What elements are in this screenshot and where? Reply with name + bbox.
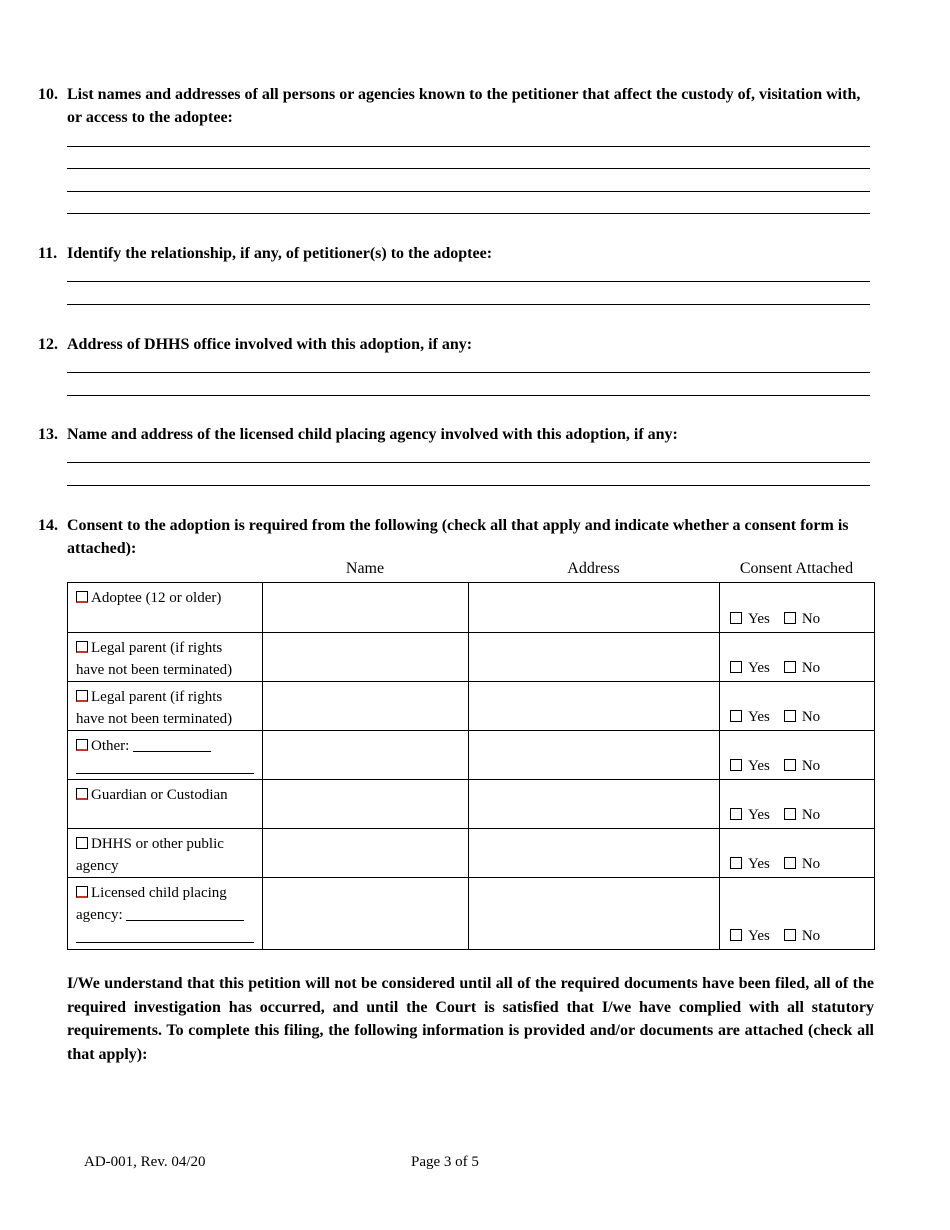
answer-line[interactable] xyxy=(67,372,870,373)
yes-label: Yes xyxy=(748,709,770,725)
yes-label: Yes xyxy=(748,758,770,774)
address-cell[interactable] xyxy=(469,731,720,780)
consent-cell xyxy=(720,682,875,731)
table-row xyxy=(68,829,875,878)
address-cell[interactable] xyxy=(469,780,720,829)
party-checkbox[interactable] xyxy=(76,788,88,800)
party-label-line2: have not been terminated) xyxy=(76,711,233,727)
yes-label: Yes xyxy=(748,660,770,676)
no-checkbox[interactable] xyxy=(784,661,796,673)
statement-paragraph: I/We understand that this petition will not be considered until all of the required documents have been filed, all of the required investigation has occurred, and until the Court is satisfied that I/we have complied with all statutory requirements. To complete this filing, the following information is provided and/or documents are attached (check all that apply): xyxy=(67,975,874,1063)
question-number: 12. xyxy=(38,336,58,353)
question-number: 14. xyxy=(38,517,58,534)
other-blank[interactable] xyxy=(133,737,211,752)
party-cell xyxy=(68,583,263,633)
agency-blank-line2[interactable] xyxy=(76,928,254,943)
yes-label: Yes xyxy=(748,856,770,872)
name-cell[interactable] xyxy=(263,878,469,950)
name-cell[interactable] xyxy=(263,682,469,731)
question-13 xyxy=(38,423,878,446)
party-checkbox[interactable] xyxy=(76,641,88,653)
party-cell xyxy=(68,829,263,878)
question-number: 10. xyxy=(38,86,58,103)
no-checkbox[interactable] xyxy=(784,710,796,722)
answer-line[interactable] xyxy=(67,485,870,486)
address-cell[interactable] xyxy=(469,682,720,731)
yes-label: Yes xyxy=(748,928,770,944)
address-cell[interactable] xyxy=(469,878,720,950)
party-cell xyxy=(68,682,263,731)
name-cell[interactable] xyxy=(263,829,469,878)
agency-blank[interactable] xyxy=(126,906,244,921)
consent-cell xyxy=(720,583,875,633)
consent-cell xyxy=(720,780,875,829)
party-checkbox[interactable] xyxy=(76,837,88,849)
answer-line[interactable] xyxy=(67,395,870,396)
yes-checkbox[interactable] xyxy=(730,612,742,624)
name-cell[interactable] xyxy=(263,633,469,682)
question-11 xyxy=(38,242,878,265)
question-number: 11. xyxy=(38,245,58,262)
no-checkbox[interactable] xyxy=(784,808,796,820)
party-label-line2: agency xyxy=(76,858,119,874)
party-label-line2: have not been terminated) xyxy=(76,662,233,678)
answer-line[interactable] xyxy=(67,168,870,169)
consent-cell xyxy=(720,731,875,780)
question-text: List names and addresses of all persons or agencies known to the petitioner that affect the custody of, visitation with, or access to the adoptee: xyxy=(67,86,861,126)
no-label: No xyxy=(801,660,821,676)
yes-label: Yes xyxy=(748,611,770,627)
yes-checkbox[interactable] xyxy=(730,661,742,673)
answer-line[interactable] xyxy=(67,304,870,305)
other-blank-line2[interactable] xyxy=(76,759,254,774)
party-label: Legal parent (if rights xyxy=(91,640,223,656)
party-label-line2: agency: xyxy=(76,907,123,923)
yes-checkbox[interactable] xyxy=(730,857,742,869)
page-number: Page 3 of 5 xyxy=(411,1154,479,1170)
no-checkbox[interactable] xyxy=(784,929,796,941)
no-label: No xyxy=(801,709,821,725)
form-id: AD-001, Rev. 04/20 xyxy=(84,1154,206,1170)
address-cell[interactable] xyxy=(469,583,720,633)
answer-line[interactable] xyxy=(67,146,870,147)
table-row xyxy=(68,583,875,633)
yes-label: Yes xyxy=(748,807,770,823)
no-checkbox[interactable] xyxy=(784,612,796,624)
column-header-address: Address xyxy=(567,560,620,577)
consent-cell xyxy=(720,878,875,950)
party-label: Licensed child placing xyxy=(91,885,227,901)
question-text: Name and address of the licensed child placing agency involved with this adoption, if any: xyxy=(67,426,678,443)
yes-checkbox[interactable] xyxy=(730,710,742,722)
answer-line[interactable] xyxy=(67,191,870,192)
name-cell[interactable] xyxy=(263,780,469,829)
party-label: Adoptee (12 or older) xyxy=(91,590,222,606)
party-label: Other: xyxy=(91,738,130,754)
table-row xyxy=(68,731,875,780)
party-cell xyxy=(68,731,263,780)
party-cell xyxy=(68,780,263,829)
question-14 xyxy=(38,514,878,560)
address-cell[interactable] xyxy=(469,829,720,878)
party-cell xyxy=(68,633,263,682)
no-checkbox[interactable] xyxy=(784,759,796,771)
no-checkbox[interactable] xyxy=(784,857,796,869)
no-label: No xyxy=(801,928,821,944)
no-label: No xyxy=(801,807,821,823)
column-header-name: Name xyxy=(345,560,385,577)
yes-checkbox[interactable] xyxy=(730,759,742,771)
answer-line[interactable] xyxy=(67,281,870,282)
name-cell[interactable] xyxy=(263,583,469,633)
question-text: Identify the relationship, if any, of petitioner(s) to the adoptee: xyxy=(67,245,493,262)
yes-checkbox[interactable] xyxy=(730,808,742,820)
party-checkbox[interactable] xyxy=(76,591,88,603)
address-cell[interactable] xyxy=(469,633,720,682)
party-checkbox[interactable] xyxy=(76,690,88,702)
no-label: No xyxy=(801,758,821,774)
no-label: No xyxy=(801,856,821,872)
question-12 xyxy=(38,333,878,356)
party-label: Legal parent (if rights xyxy=(91,689,223,705)
party-label: DHHS or other public xyxy=(91,836,224,852)
party-cell xyxy=(68,878,263,950)
answer-line[interactable] xyxy=(67,213,870,214)
question-10 xyxy=(38,83,878,129)
question-text: Address of DHHS office involved with this adoption, if any: xyxy=(67,336,473,353)
no-label: No xyxy=(801,611,821,627)
table-row xyxy=(68,633,875,682)
question-text: Consent to the adoption is required from the following (check all that apply and indicate whether a consent form is attached): xyxy=(67,517,849,557)
question-number: 13. xyxy=(38,426,58,443)
party-checkbox[interactable] xyxy=(76,886,88,898)
consent-table xyxy=(67,582,875,950)
consent-cell xyxy=(720,829,875,878)
table-row xyxy=(68,878,875,950)
table-row xyxy=(68,682,875,731)
table-row xyxy=(68,780,875,829)
yes-checkbox[interactable] xyxy=(730,929,742,941)
column-header-consent: Consent Attached xyxy=(739,560,854,577)
answer-line[interactable] xyxy=(67,462,870,463)
party-checkbox[interactable] xyxy=(76,739,88,751)
party-label: Guardian or Custodian xyxy=(91,787,228,803)
name-cell[interactable] xyxy=(263,731,469,780)
consent-cell xyxy=(720,633,875,682)
